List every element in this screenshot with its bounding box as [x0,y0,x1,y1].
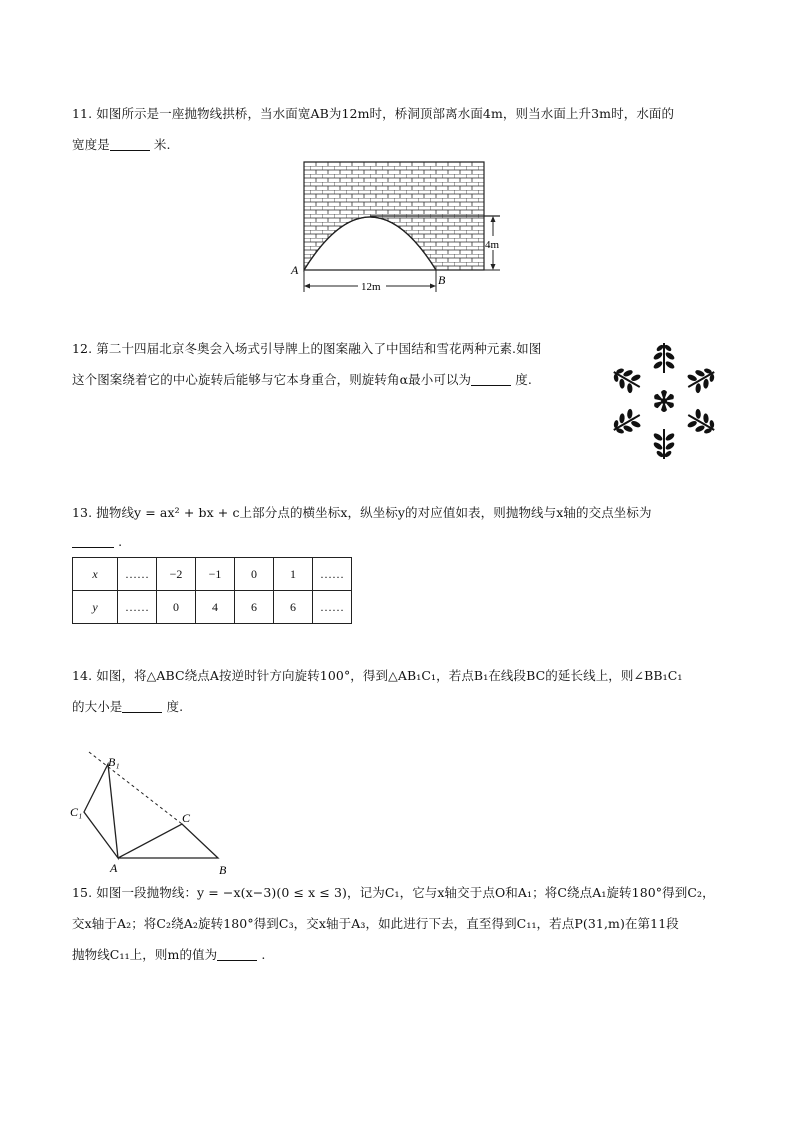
q12-line2-suffix: 度. [515,372,532,387]
table-cell: 4 [196,591,235,624]
width-arrow-right [430,284,436,289]
point-c1-label: C₁ [70,805,83,819]
bridge-figure [286,158,516,298]
height-arrow-bottom [491,264,496,270]
xy-value-table [72,557,352,624]
q12-text-line1: 12. 第二十四届北京冬奥会入场式引导牌上的图案融入了中国结和雪花两种元素.如图 [72,341,542,356]
q12-text-line2 [72,370,532,388]
table-cell: −1 [196,558,235,591]
point-b1-label: B₁ [108,755,120,769]
branch-5 [608,405,646,440]
q11-text-line1: 11. 如图所示是一座抛物线拱桥，当水面宽AB为12m时，桥洞顶部离水面4m，则当水面上升3m时，水面的 [72,106,675,121]
q15-line3-suffix: . [261,947,266,962]
q14-text-line1: 14. 如图，将△ABC绕点A按逆时针方向旋转100°，得到△AB₁C₁，若点B₁在线段BC的延长线上，则∠BB₁C₁ [72,668,683,683]
q11-line2-suffix: 米. [153,137,171,152]
q14-answer-blank [122,700,162,713]
q15-text-line2: 交x轴于A₂；将C₂绕A₂旋转180°得到C₃，交x轴于A₃，如此进行下去，直至得到C₁₁，若点P(31,m)在第11段 [72,916,679,931]
q14-line2-prefix: 的大小是 [72,699,123,714]
q11-answer-blank [110,138,150,151]
branch-3 [682,405,720,440]
table-cell: x [73,558,118,591]
table-cell: 6 [274,591,313,624]
q15-text-line3 [72,945,265,963]
table-row-y [73,591,352,624]
branch-1 [652,343,675,373]
height-label: 4m [485,239,500,251]
bc-extension-dashed [89,752,182,824]
table-cell: y [73,591,118,624]
table-row-x [73,558,352,591]
width-arrow-left [304,284,310,289]
height-arrow-top [491,216,496,222]
q15-line3-prefix: 抛物线C₁₁上，则m的值为 [72,947,218,962]
table-cell: 6 [235,591,274,624]
point-b-label: B [219,863,227,877]
q13-text-line2 [72,534,122,549]
q12-answer-blank [471,373,511,386]
q11-line2-prefix: 宽度是 [72,137,110,152]
q15-answer-blank [217,948,257,961]
table-cell: …… [313,558,352,591]
q12-line2-prefix: 这个图案绕着它的中心旋转后能够与它本身重合，则旋转角α最小可以为 [72,372,472,387]
rotation-triangle-figure [66,746,246,878]
snowflake-knot-figure [606,340,722,462]
triangle-abc [118,824,218,858]
table-cell: …… [313,591,352,624]
table-cell: 1 [274,558,313,591]
width-label: 12m [361,281,381,293]
table-cell: …… [118,558,157,591]
table-cell: …… [118,591,157,624]
branch-6 [608,362,646,397]
table-cell: 0 [157,591,196,624]
q13-answer-blank [72,535,114,548]
q13-line2-suffix: . [118,534,123,549]
point-a-label: A [291,263,299,277]
center-snowflake [653,390,675,412]
q14-text-line2 [72,697,183,715]
q11-text-line2 [72,135,171,153]
table-cell: −2 [157,558,196,591]
table-cell: 0 [235,558,274,591]
point-b-label: B [438,273,446,287]
point-c-label: C [182,811,191,825]
branch-2 [682,362,720,397]
point-a-label: A [110,861,118,875]
q15-text-line1: 15. 如图一段抛物线：y = −x(x−3)(0 ≤ x ≤ 3)，记为C₁，它与x轴交于点O和A₁；将C绕点A₁旋转180°得到C₂， [72,885,715,900]
q13-text-line1: 13. 抛物线y = ax² + bx + c上部分点的横坐标x，纵坐标y的对应值如表，则抛物线与x轴的交点坐标为 [72,505,652,520]
triangle-ab1c1 [84,764,118,858]
branch-4 [652,429,675,459]
q14-line2-suffix: 度. [166,699,184,714]
